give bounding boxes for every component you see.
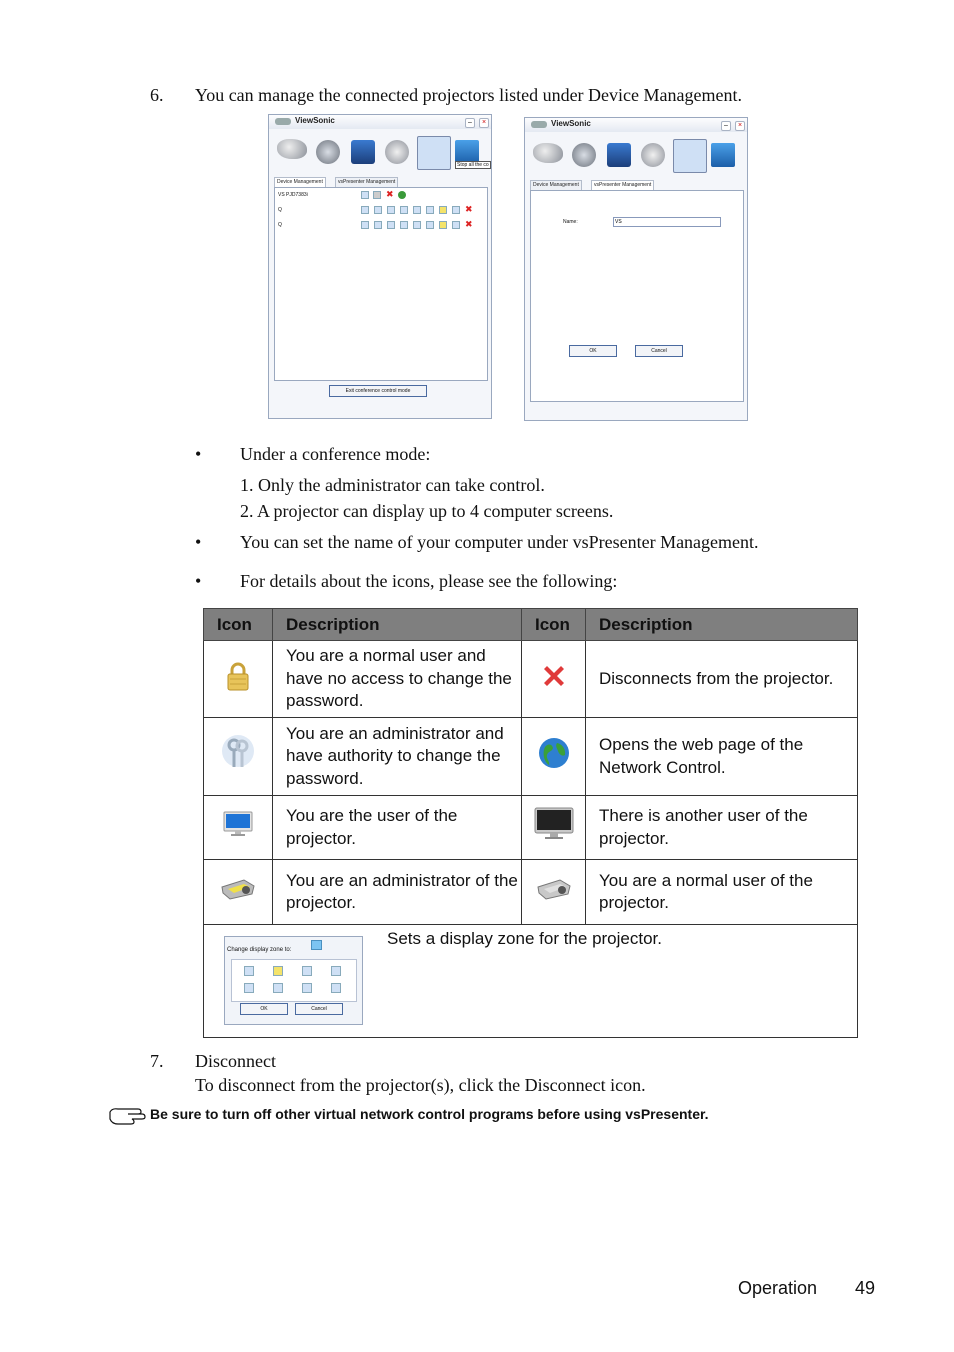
zone-option[interactable] — [331, 966, 341, 976]
name-label: Name: — [563, 219, 578, 225]
disconnect-icon[interactable]: ✖ — [465, 220, 473, 230]
footer-section: Operation — [738, 1278, 818, 1298]
zone-grid-icon[interactable] — [673, 139, 707, 173]
display-zone-dialog — [224, 936, 363, 1025]
globe-icon — [538, 737, 570, 769]
projector-admin-icon — [220, 877, 256, 901]
device-label: Q — [278, 222, 282, 228]
icon-cell — [204, 796, 273, 860]
ok-button[interactable]: OK — [569, 345, 617, 357]
device-row[interactable] — [278, 222, 282, 228]
device-label: Q — [278, 207, 282, 213]
name-field[interactable] — [613, 217, 721, 227]
zone-button[interactable] — [400, 206, 408, 214]
lock-icon — [222, 660, 254, 692]
brand-name: ViewSonic — [551, 119, 591, 128]
screen-icon[interactable] — [351, 140, 375, 164]
description-cell: You are an administrator of the projector. — [273, 860, 522, 925]
header-description: Description — [586, 609, 858, 641]
table-header-row — [204, 609, 858, 641]
zone-button[interactable] — [452, 221, 460, 229]
bullet: • — [195, 571, 202, 591]
table-row — [204, 718, 858, 796]
keys-icon — [220, 733, 256, 773]
exit-conference-button[interactable]: Exit conference control mode — [329, 385, 427, 397]
close-icon[interactable]: × — [735, 121, 745, 131]
tab-device-management[interactable]: Device Management — [274, 177, 326, 188]
screen-icon[interactable] — [607, 143, 631, 167]
zone-button[interactable] — [387, 206, 395, 214]
tab-vspresenter-management[interactable]: vsPresenter Management — [591, 180, 654, 191]
description-cell: Disconnects from the projector. — [586, 641, 858, 718]
settings-icon[interactable] — [641, 143, 665, 167]
disconnect-icon[interactable]: ✖ — [465, 205, 473, 215]
disconnect-screen-icon[interactable] — [711, 143, 735, 167]
cancel-button[interactable]: Cancel — [295, 1003, 343, 1015]
zone-button[interactable] — [400, 221, 408, 229]
zone-button[interactable] — [413, 206, 421, 214]
tab-strip — [274, 177, 488, 187]
zone-description: Sets a display zone for the projector. — [387, 929, 662, 948]
icon-description-table — [203, 608, 858, 1038]
red-x-icon — [538, 660, 570, 692]
bullet-subitem: 1. Only the administrator can take control. — [240, 475, 545, 495]
zone-button[interactable] — [426, 206, 434, 214]
zone-option[interactable] — [244, 966, 254, 976]
zone-button[interactable] — [387, 221, 395, 229]
page-number: 49 — [855, 1278, 876, 1298]
icon-cell — [522, 796, 586, 860]
monitor-blue-icon — [222, 810, 254, 838]
cancel-button[interactable]: Cancel — [635, 345, 683, 357]
brand-name: ViewSonic — [295, 116, 335, 125]
zone-button[interactable] — [361, 221, 369, 229]
zone-option[interactable] — [302, 966, 312, 976]
step-number: 6. — [150, 85, 164, 105]
device-list-panel — [274, 187, 488, 381]
disconnect-icon[interactable]: ✖ — [386, 190, 394, 200]
close-icon[interactable]: × — [479, 118, 489, 128]
zone-button[interactable] — [413, 221, 421, 229]
projector-icon[interactable] — [533, 143, 563, 163]
table-row-zone — [204, 925, 858, 1038]
dialog-title: Change display zone to: — [227, 947, 292, 953]
bullet-text: Under a conference mode: — [240, 444, 431, 464]
zone-grid-icon[interactable] — [417, 136, 451, 170]
step-text: To disconnect from the projector(s), click the Disconnect icon. — [195, 1075, 646, 1095]
zone-cell — [204, 925, 858, 1038]
host-name: VS PJD7383i — [278, 192, 308, 198]
icon-cell — [522, 641, 586, 718]
bullet-text: You can set the name of your computer under vsPresenter Management. — [240, 532, 759, 552]
description-cell: You are an administrator and have authority to change the password. — [273, 718, 522, 796]
device-management-screenshot — [268, 114, 492, 419]
device-row[interactable] — [278, 207, 282, 213]
table-row — [204, 796, 858, 860]
zone-option[interactable] — [244, 983, 254, 993]
icon-cell — [522, 860, 586, 925]
pointing-hand-icon — [108, 1104, 148, 1128]
host-row[interactable] — [278, 192, 308, 198]
viewsonic-logo-icon — [531, 121, 547, 128]
icon-cell — [522, 718, 586, 796]
description-cell: You are a normal user and have no access to change the password. — [273, 641, 522, 718]
current-zone-swatch — [311, 940, 322, 950]
projector-icon[interactable] — [277, 139, 307, 159]
icon-cell — [204, 860, 273, 925]
header-description: Description — [273, 609, 522, 641]
zone-button[interactable] — [374, 206, 382, 214]
pause-icon[interactable] — [572, 143, 596, 167]
zone-button[interactable] — [452, 206, 460, 214]
monitor-dark-icon — [534, 807, 574, 841]
zone-button[interactable] — [426, 221, 434, 229]
zone-button[interactable] — [439, 206, 447, 214]
lock-icon — [361, 191, 369, 199]
bullet-subitem: 2. A projector can display up to 4 computer screens. — [240, 501, 614, 521]
vspresenter-management-screenshot — [524, 117, 748, 421]
header-icon: Icon — [522, 609, 586, 641]
ok-button[interactable]: OK — [240, 1003, 288, 1015]
settings-icon[interactable] — [385, 140, 409, 164]
description-cell: Opens the web page of the Network Control. — [586, 718, 858, 796]
step-title: Disconnect — [195, 1051, 276, 1071]
table-row — [204, 641, 858, 718]
bullet: • — [195, 532, 202, 552]
zone-button[interactable] — [361, 206, 369, 214]
vspresenter-panel — [530, 190, 744, 402]
zone-option[interactable] — [273, 983, 283, 993]
stop-all-tooltip: Stop all the co — [455, 161, 491, 169]
step-text: You can manage the connected projectors listed under Device Management. — [195, 85, 742, 105]
viewsonic-logo-icon — [275, 118, 291, 125]
tab-device-management[interactable]: Device Management — [530, 180, 582, 191]
bullet: • — [195, 444, 202, 464]
zone-option[interactable] — [331, 983, 341, 993]
projector-user-icon — [536, 876, 572, 902]
tab-strip — [530, 180, 744, 190]
header-icon: Icon — [204, 609, 273, 641]
minimize-icon[interactable]: – — [721, 121, 731, 131]
zone-option[interactable] — [302, 983, 312, 993]
zone-button[interactable] — [439, 221, 447, 229]
table-row — [204, 860, 858, 925]
description-cell: You are the user of the projector. — [273, 796, 522, 860]
globe-icon[interactable] — [398, 191, 406, 199]
note-text: Be sure to turn off other virtual network control programs before using vsPresenter. — [150, 1106, 709, 1122]
zone-option[interactable] — [273, 966, 283, 976]
bullet-text: For details about the icons, please see the following: — [240, 571, 618, 591]
minimize-icon[interactable]: – — [465, 118, 475, 128]
zone-button[interactable] — [374, 221, 382, 229]
icon-cell — [204, 641, 273, 718]
refresh-icon[interactable] — [373, 191, 381, 199]
zone-grid-panel — [231, 959, 357, 1002]
description-cell: There is another user of the projector. — [586, 796, 858, 860]
icon-cell — [204, 718, 273, 796]
pause-icon[interactable] — [316, 140, 340, 164]
tab-vspresenter-management[interactable]: vsPresenter Management — [335, 177, 398, 188]
description-cell: You are a normal user of the projector. — [586, 860, 858, 925]
step-number: 7. — [150, 1051, 164, 1071]
